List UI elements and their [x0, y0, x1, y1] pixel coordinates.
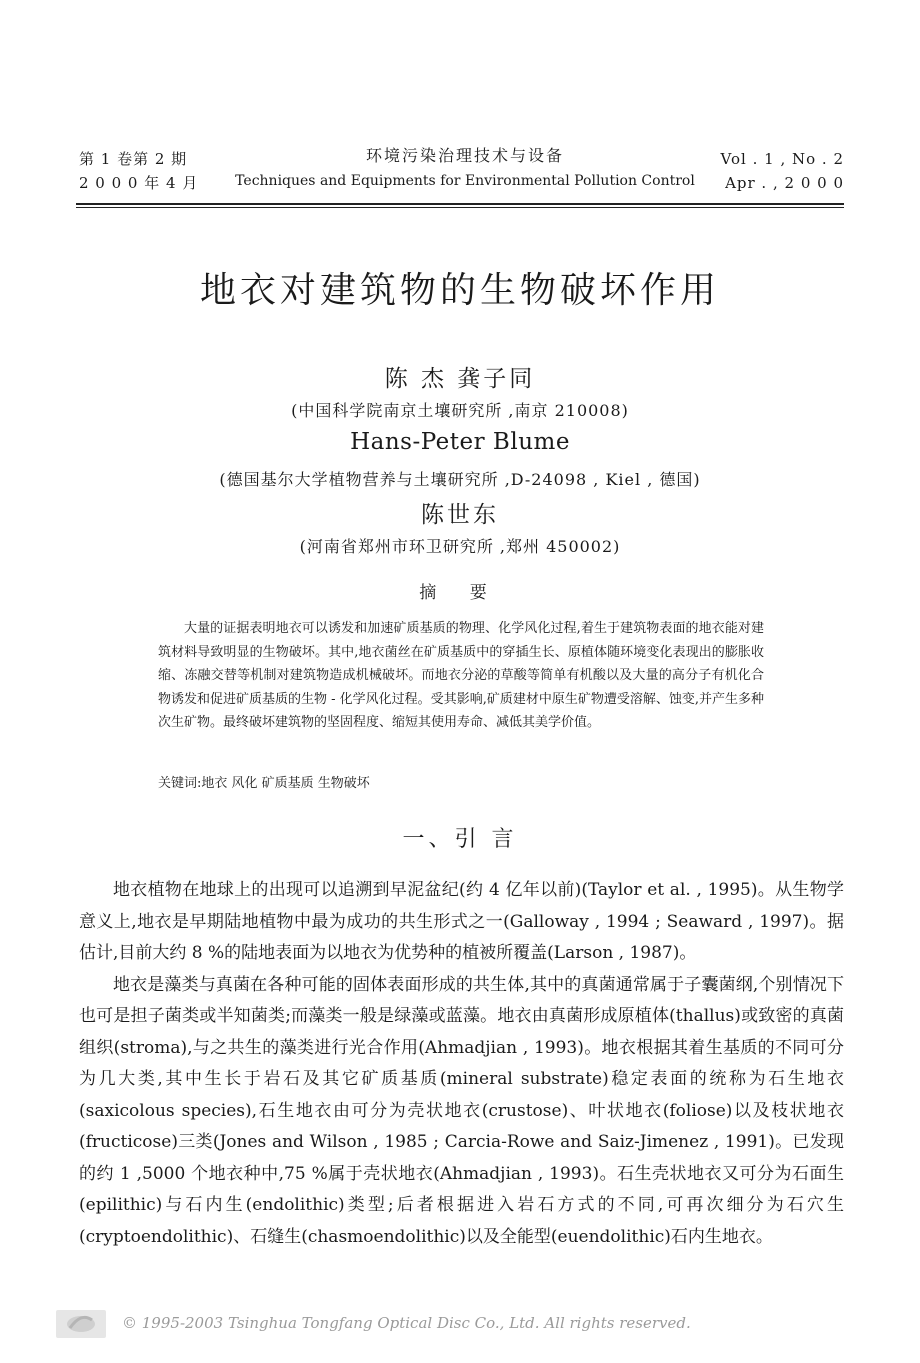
author-1: 陈 杰 龚子同 [384, 366, 536, 392]
section-heading: 一、引 言 [402, 827, 518, 852]
header-rule-thin [76, 207, 844, 208]
header-right [721, 147, 844, 195]
footer [56, 1310, 864, 1338]
journal-title-en: Techniques and Equipments for Environmental Pollution Control [235, 173, 695, 189]
article-title: 地衣对建筑物的生物破坏作用 [199, 270, 720, 311]
paragraph-2: 地衣是藻类与真菌在各种可能的固体表面形成的共生体,其中的真菌通常属于子囊菌纲,个别情况下也可是担子菌类或半知菌类;而藻类一般是绿藻或蓝藻。地衣由真菌形成原植体(thallus)或致密的真菌组织(stroma),与之共生的藻类进行光合作用(Ahmadjian , 1993)。地衣根据其着生基质的不同可分为几大类,其中生长于岩石及其它矿质基质(mineral substrate)稳定表面的统称为石生地衣(saxicolous species),石生地衣由可分为壳状地衣(crustose)、叶状地衣(foliose)以及枝状地衣(fructicose)三类(Jones and Wilson , 1985 ; Carcia-Rowe and Saiz-Jimenez , 1991)。已发现的约 1 ,5000 个地衣种中,75 %属于壳状地衣(Ahmadjian , 1993)。石生壳状地衣又可分为石面生(epilithic)与石内生(endolithic)类型;后者根据进入岩石方式的不同,可再次细分为石穴生(cryptoendolithic)、石缝生(chasmoendolithic)以及全能型(euendolithic)石内生地衣。 [79, 974, 844, 1247]
affiliation-1: (中国科学院南京土壤研究所 ,南京 210008) [291, 401, 629, 420]
abstract [158, 617, 764, 735]
abstract-heading: 摘 要 [419, 583, 501, 603]
paragraph-1: 地衣植物在地球上的出现可以追溯到早泥盆纪(约 4 亿年以前)(Taylor et al. , 1995)。从生物学意义上,地衣是早期陆地植物中最为成功的共生形式之一(Galloway , 1994 ; Seaward , 1997)。据估计,目前大约 8 %的陆地表面为以地衣为优势种的植被所覆盖(Larson , 1987)。 [79, 880, 844, 963]
header-rule-thick [76, 203, 844, 205]
author-3: 陈世东 [421, 502, 499, 528]
affiliation-3: (河南省郑州市环卫研究所 ,郑州 450002) [299, 537, 621, 556]
author-2: Hans-Peter Blume [350, 429, 570, 455]
affiliation-2: (德国基尔大学植物营养与土壤研究所 ,D-24098 , Kiel , 德国) [219, 470, 701, 489]
header-center [200, 143, 730, 193]
cnki-logo-icon [56, 1310, 106, 1338]
volume-issue-en: Vol . 1 , No . 2 [720, 150, 844, 168]
body-text [79, 875, 844, 1253]
volume-issue-cn: 第 1 卷第 2 期 [79, 150, 188, 168]
header-left [79, 147, 198, 195]
abstract-text: 大量的证据表明地衣可以诱发和加速矿质基质的物理、化学风化过程,着生于建筑物表面的地衣能对建筑材料导致明显的生物破坏。其中,地衣菌丝在矿质基质中的穿插生长、原植体随环境变化表现出的膨胀收缩、冻融交替等机制对建筑物造成机械破坏。而地衣分泌的草酸等简单有机酸以及大量的高分子有机化合物诱发和促进矿质基质的生物 - 化学风化过程。受其影响,矿质建材中原生矿物遭受溶解、蚀变,并产生多种次生矿物。最终破坏建筑物的坚固程度、缩短其使用寿命、减低其美学价值。 [158, 621, 764, 730]
copyright-text: © 1995-2003 Tsinghua Tongfang Optical Disc Co., Ltd. All rights reserved. [122, 1314, 691, 1332]
keywords: 关键词:地衣 风化 矿质基质 生物破坏 [158, 776, 370, 791]
date-cn: 2 0 0 0 年 4 月 [79, 174, 199, 192]
journal-title-cn: 环境污染治理技术与设备 [365, 146, 564, 165]
date-en: Apr . , 2 0 0 0 [725, 174, 844, 192]
